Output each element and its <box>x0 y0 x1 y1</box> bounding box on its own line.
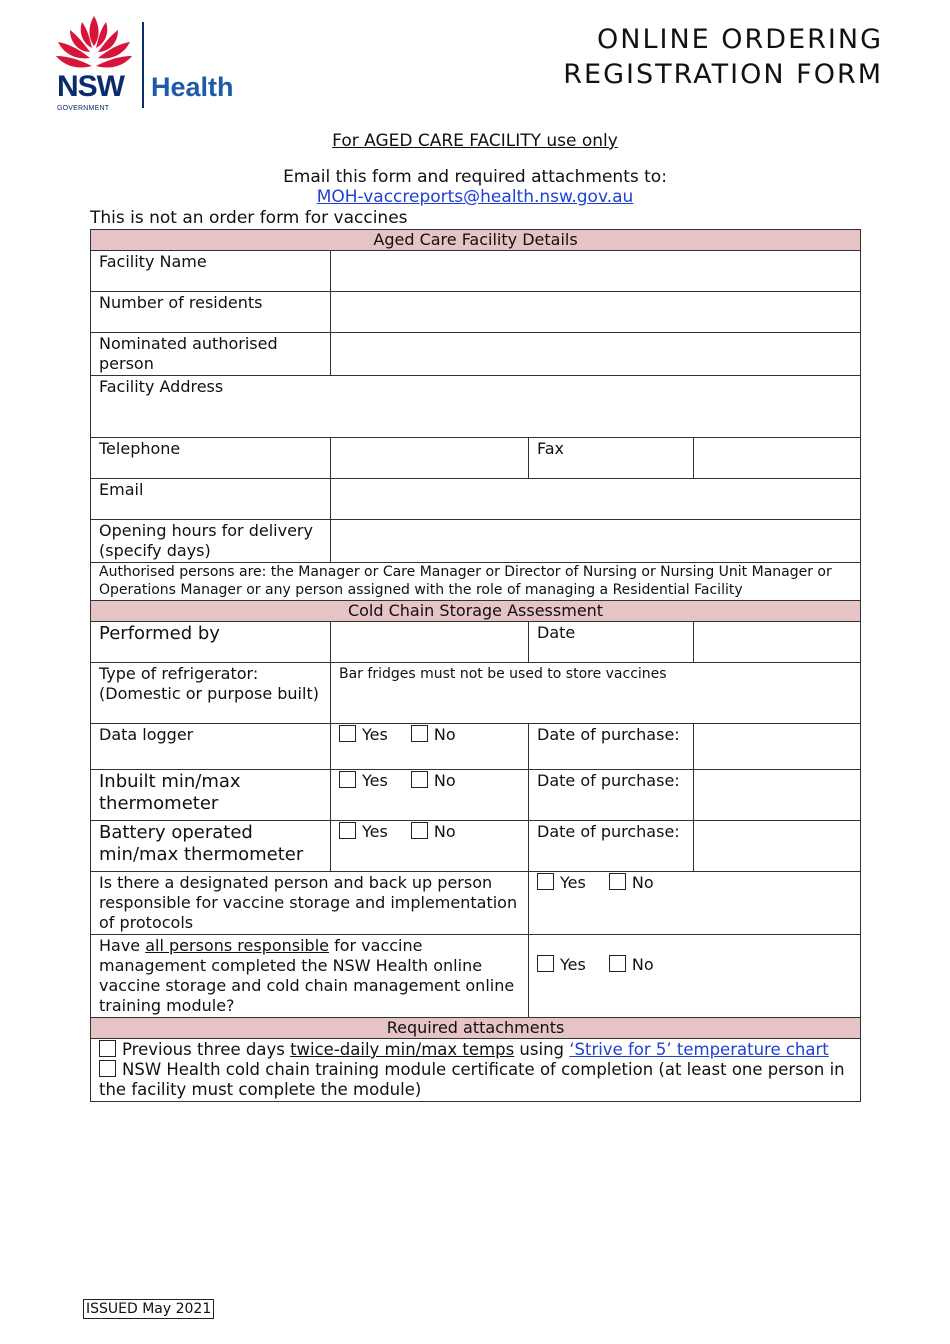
use-only-note: For AGED CARE FACILITY use only <box>332 131 618 151</box>
facility-address-field[interactable] <box>91 376 861 438</box>
data-logger-options <box>331 724 529 770</box>
cold-chain-section-heading: Cold Chain Storage Assessment <box>91 601 861 622</box>
training-question-underlined: all persons responsible <box>145 936 329 955</box>
facility-name-field[interactable] <box>331 251 861 292</box>
yes-label: Yes <box>362 725 388 744</box>
yes-label: Yes <box>362 822 388 841</box>
inbuilt-yes-checkbox[interactable] <box>339 771 356 788</box>
battery-purchase-label: Date of purchase: <box>529 821 694 872</box>
facility-address-label: Facility Address <box>99 377 224 396</box>
data-logger-purchase-label: Date of purchase: <box>529 724 694 770</box>
designated-no-checkbox[interactable] <box>609 873 626 890</box>
fridge-type-label: Type of refrigerator: (Domestic or purpose built) <box>91 663 331 724</box>
nsw-health-logo <box>54 16 254 112</box>
nsw-wordmark: NSW <box>57 70 124 103</box>
bar-fridge-note: Bar fridges must not be used to store vaccines <box>339 666 667 682</box>
training-yes-checkbox[interactable] <box>537 955 554 972</box>
fax-field[interactable] <box>694 438 861 479</box>
attachments-list <box>91 1039 861 1102</box>
title-line-1: ONLINE ORDERING <box>597 24 883 55</box>
training-no-checkbox[interactable] <box>609 955 626 972</box>
battery-purchase-field[interactable] <box>694 821 861 872</box>
health-wordmark: Health <box>151 72 234 102</box>
no-label: No <box>433 822 456 841</box>
battery-thermometer-label: Battery operated min/max thermometer <box>91 821 331 872</box>
no-label: No <box>631 955 654 974</box>
training-question <box>91 935 529 1018</box>
training-question-start: Have <box>99 936 146 955</box>
title-line-2: REGISTRATION FORM <box>563 59 883 90</box>
logo-divider <box>142 22 144 108</box>
email-label: Email <box>91 479 331 520</box>
waratah-icon <box>54 16 134 72</box>
telephone-field[interactable] <box>331 438 529 479</box>
data-logger-purchase-field[interactable] <box>694 724 861 770</box>
yes-label: Yes <box>560 873 586 892</box>
performed-by-label: Performed by <box>91 622 331 663</box>
email-field[interactable] <box>331 479 861 520</box>
fax-label: Fax <box>529 438 694 479</box>
email-instruction: Email this form and required attachments to: <box>283 167 667 187</box>
inbuilt-purchase-label: Date of purchase: <box>529 770 694 821</box>
opening-hours-field[interactable] <box>331 520 861 563</box>
attachment-item-certificate <box>99 1060 852 1100</box>
fridge-type-field[interactable] <box>331 663 861 724</box>
date-label: Date <box>529 622 694 663</box>
facility-section-heading: Aged Care Facility Details <box>91 230 861 251</box>
residents-field[interactable] <box>331 292 861 333</box>
no-label: No <box>433 725 456 744</box>
yes-label: Yes <box>362 771 388 790</box>
attachment-item-temps <box>99 1040 852 1060</box>
page-title <box>563 22 883 92</box>
attachment-temps-checkbox[interactable] <box>99 1040 116 1057</box>
attachment-certificate-checkbox[interactable] <box>99 1060 116 1077</box>
facility-name-label: Facility Name <box>91 251 331 292</box>
telephone-label: Telephone <box>91 438 331 479</box>
attachment-temps-using: using <box>514 1040 570 1059</box>
yes-label: Yes <box>560 955 586 974</box>
government-wordmark: GOVERNMENT <box>57 105 110 112</box>
performed-by-field[interactable] <box>331 622 529 663</box>
designated-person-options <box>529 872 861 935</box>
battery-yes-checkbox[interactable] <box>339 822 356 839</box>
strive-for-5-link[interactable]: ‘Strive for 5’ temperature chart <box>569 1040 829 1059</box>
data-logger-no-checkbox[interactable] <box>411 725 428 742</box>
battery-no-checkbox[interactable] <box>411 822 428 839</box>
data-logger-label: Data logger <box>91 724 331 770</box>
training-options <box>529 935 861 1018</box>
inbuilt-purchase-field[interactable] <box>694 770 861 821</box>
inbuilt-no-checkbox[interactable] <box>411 771 428 788</box>
inbuilt-thermometer-label: Inbuilt min/max thermometer <box>91 770 331 821</box>
not-order-note: This is not an order form for vaccines <box>90 208 408 228</box>
issued-date: ISSUED May 2021 <box>83 1299 214 1319</box>
authorised-person-label: Nominated authorised person <box>91 333 331 376</box>
designated-person-question: Is there a designated person and back up person responsible for vaccine storage and implementation of protocols <box>91 872 529 935</box>
no-label: No <box>631 873 654 892</box>
attachment-temps-underlined: twice-daily min/max temps <box>290 1040 515 1059</box>
authorised-persons-note: Authorised persons are: the Manager or Care Manager or Director of Nursing or Nursing Unit Manager or Operations Manager or any person assigned with the role of managing a Residential Facility <box>91 563 861 601</box>
email-address-link[interactable]: MOH-vaccreports@health.nsw.gov.au <box>316 187 634 207</box>
designated-yes-checkbox[interactable] <box>537 873 554 890</box>
registration-form-table <box>90 229 861 1102</box>
residents-label: Number of residents <box>91 292 331 333</box>
attachments-section-heading: Required attachments <box>91 1018 861 1039</box>
battery-thermometer-options <box>331 821 529 872</box>
opening-hours-label: Opening hours for delivery (specify days) <box>91 520 331 563</box>
attachment-temps-text: Previous three days <box>122 1040 291 1059</box>
training-question-end: for vaccine management completed the NSW Health online vaccine storage and cold chain management online training module? <box>99 936 515 1015</box>
inbuilt-thermometer-options <box>331 770 529 821</box>
authorised-person-field[interactable] <box>331 333 861 376</box>
date-field[interactable] <box>694 622 861 663</box>
attachment-certificate-text: NSW Health cold chain training module certificate of completion (at least one person in the facility must complete the module) <box>99 1060 845 1099</box>
data-logger-yes-checkbox[interactable] <box>339 725 356 742</box>
no-label: No <box>433 771 456 790</box>
